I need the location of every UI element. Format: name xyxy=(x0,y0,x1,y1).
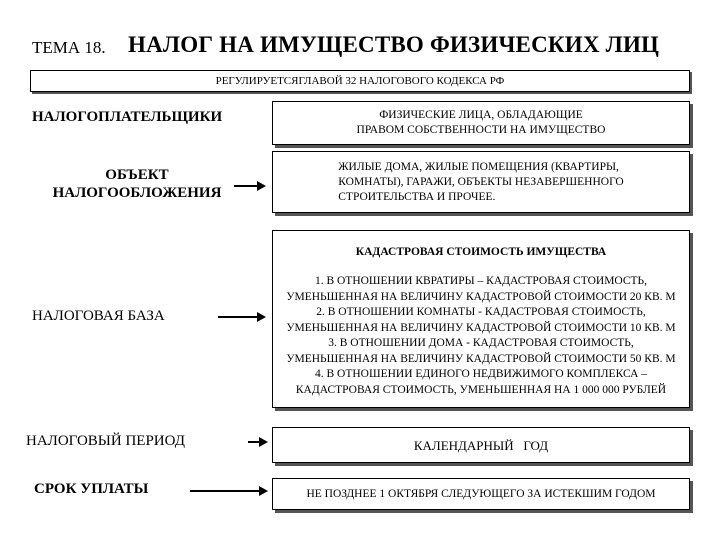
deadline-box xyxy=(272,478,690,510)
subtitle-box xyxy=(30,70,690,92)
object-arrow xyxy=(234,185,258,187)
base-label: НАЛОГОВАЯ БАЗА xyxy=(32,308,165,324)
taxpayers-text: ФИЗИЧЕСКИЕ ЛИЦА, ОБЛАДАЮЩИЕ ПРАВОМ СОБСТВЕННОСТИ НА ИМУЩЕСТВО xyxy=(356,109,606,136)
taxpayers-label: НАЛОГОПЛАТЕЛЬЩИКИ xyxy=(32,109,223,125)
object-text: ЖИЛЫЕ ДОМА, ЖИЛЫЕ ПОМЕЩЕНИЯ (КВАРТИРЫ, КОМНАТЫ), ГАРАЖИ, ОБЪЕКТЫ НЕЗАВЕРШЕННОГО СТРОИТЕЛЬСТВА И ПРОЧЕЕ. xyxy=(338,160,624,203)
taxpayers-box xyxy=(272,101,690,145)
period-box xyxy=(272,427,690,463)
base-heading: КАДАСТРОВАЯ СТОИМОСТЬ ИМУЩЕСТВА xyxy=(355,246,607,258)
object-box xyxy=(272,151,690,213)
period-label: НАЛОГОВЫЙ ПЕРИОД xyxy=(26,433,185,449)
period-arrow xyxy=(248,441,260,443)
subtitle-text: РЕГУЛИРУЕТСЯГЛАВОЙ 32 НАЛОГОВОГО КОДЕКСА РФ xyxy=(215,74,505,87)
period-text: КАЛЕНДАРНЫЙ ГОД xyxy=(413,437,549,453)
deadline-arrow xyxy=(190,490,260,492)
base-box xyxy=(272,230,690,408)
deadline-text: НЕ ПОЗДНЕЕ 1 ОКТЯБРЯ СЛЕДУЮЩЕГО ЗА ИСТЕКШИМ ГОДОМ xyxy=(306,487,656,500)
object-label: ОБЪЕКТ НАЛОГООБЛОЖЕНИЯ xyxy=(52,167,222,201)
base-arrow xyxy=(218,316,258,318)
deadline-label: СРОК УПЛАТЫ xyxy=(34,481,149,497)
base-text: 1. В ОТНОШЕНИИ КВРАТИРЫ – КАДАСТРОВАЯ СТОИМОСТЬ, УМЕНЬШЕННАЯ НА ВЕЛИЧИНУ КАДАСТРОВОЙ СТОИМОСТИ 20 КВ. М 2. В ОТНОШЕНИИ КОМНАТЫ - КАДАСТРОВАЯ СТОИМОСТЬ, УМЕНЬШЕННАЯ НА ВЕЛИЧИНУ КАДАСТРОВОЙ СТОИМОСТИ 10 КВ. М 3. В ОТНОШЕНИИ ДОМА - КАДАСТРОВАЯ СТОИМОСТЬ, УМЕНЬШЕННАЯ НА ВЕЛИЧИНУ КАДАСТРОВОЙ СТОИМОСТИ 50 КВ. М 4. В ОТНОШЕНИИ ЕДИНОГО НЕДВИЖИМОГО КОМПЛЕКСА – КАДАСТРОВАЯ СТОИМОСТЬ, УМЕНЬШЕННАЯ НА 1 000 000 РУБЛЕЙ xyxy=(286,275,676,396)
topic-number: ТЕМА 18. xyxy=(32,38,106,57)
page-title: НАЛОГ НА ИМУЩЕСТВО ФИЗИЧЕСКИХ ЛИЦ xyxy=(128,32,660,57)
